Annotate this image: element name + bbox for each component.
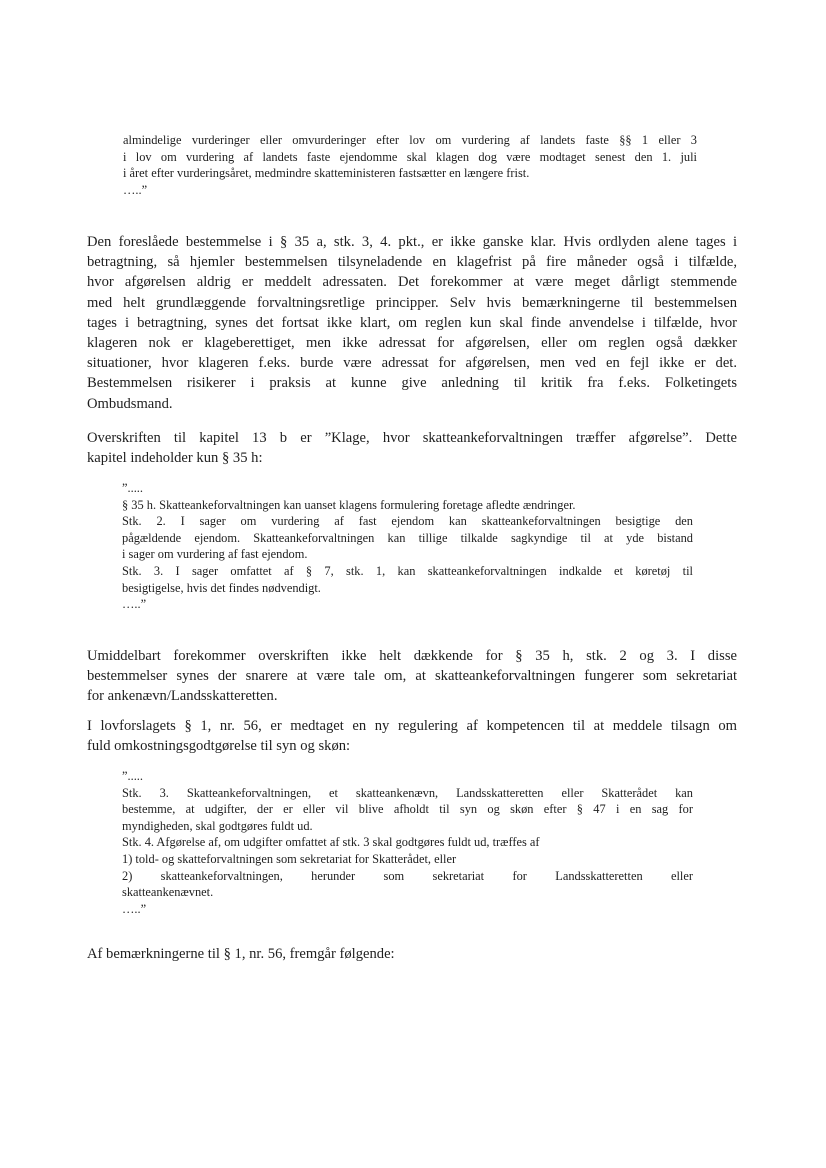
quote-line: Stk. 3. I sager omfattet af § 7, stk. 1, kan skatteankeforvaltningen indkalde et køretøj til <box>122 563 693 578</box>
paragraph-line: tages i betragtning, synes det fortsat ikke klart, om reglen kun skal finde anvendelse i tilfælde, hvor <box>87 314 737 331</box>
quote-line: myndigheden, skal godtgøres fuldt ud. <box>122 818 313 833</box>
quote-block-omkostningsgodtgoerelse <box>122 768 693 917</box>
paragraph-line: Overskriften til kapitel 13 b er ”Klage, hvor skatteankeforvaltningen træffer afgørelse”. Dette <box>87 430 737 446</box>
quote-line: ”..... <box>122 481 143 495</box>
quote-line: …..” <box>122 901 147 916</box>
quote-line: besigtigelse, hvis det findes nødvendigt. <box>122 580 321 595</box>
paragraph-kapitel-13b <box>87 428 737 468</box>
paragraph-bemaerkninger <box>87 944 737 964</box>
paragraph-line: Ombudsmand. <box>87 395 173 412</box>
paragraph-line: I lovforslagets § 1, nr. 56, er medtaget en ny regulering af kompetencen til at meddele tilsagn om <box>87 718 737 734</box>
paragraph-overskrift-35h <box>87 646 737 707</box>
quote-line: i lov om vurdering af landets faste ejendomme skal klagen dog være modtaget senest den 1. juli <box>123 149 697 164</box>
quote-block-35h <box>122 480 693 613</box>
paragraph-line: med helt grundlæggende forvaltningsretlige principper. Selv hvis bemærkningerne til bestemmelsen <box>87 294 737 311</box>
quote-line: 2) skatteankeforvaltningen, herunder som sekretariat for Landsskatteretten eller <box>122 868 693 883</box>
paragraph-line: Umiddelbart forekommer overskriften ikke helt dækkende for § 35 h, stk. 2 og 3. I disse <box>87 648 737 664</box>
paragraph-line: kapitel indeholder kun § 35 h: <box>87 450 263 467</box>
quote-line: …..” <box>122 597 147 612</box>
paragraph-nr-56 <box>87 716 737 756</box>
quote-line: Stk. 3. Skatteankeforvaltningen, et skatteankenævn, Landsskatteretten eller Skatterådet kan <box>122 785 693 800</box>
quote-line: ”..... <box>122 769 143 783</box>
paragraph-line: situationer, hvor klageren f.eks. burde være adressat for afgørelsen, men ved en fejl ikke er det. <box>87 355 737 372</box>
quote-line: Stk. 4. Afgørelse af, om udgifter omfattet af stk. 3 skal godtgøres fuldt ud, træffes af <box>122 835 540 850</box>
quote-line: 1) told- og skatteforvaltningen som sekretariat for Skatterådet, eller <box>122 851 457 866</box>
quote-line: i året efter vurderingsåret, medmindre skatteministeren fastsætter en længere frist. <box>123 166 530 181</box>
quote-line: § 35 h. Skatteankeforvaltningen kan uanset klagens formulering foretage afledte ændringer. <box>122 497 576 512</box>
quote-line: …..” <box>123 182 148 197</box>
paragraph-line: for ankenævn/Landsskatteretten. <box>87 688 278 705</box>
paragraph-line: Bestemmelsen risikerer i praksis at kunne give anledning til kritik fra f.eks. Folketingets <box>87 375 737 392</box>
paragraph-line: hvor afgørelsen aldrig er meddelt adressaten. Det forekommer at være meget dårligt stemmende <box>87 274 737 291</box>
paragraph-line: fuld omkostningsgodtgørelse til syn og skøn: <box>87 738 351 755</box>
paragraph-line: Af bemærkningerne til § 1, nr. 56, fremgår følgende: <box>87 946 395 962</box>
quote-line: almindelige vurderinger eller omvurderinger efter lov om vurdering af landets faste §§ 1 eller 3 <box>123 133 697 147</box>
paragraph-line: betragtning, så hjemler bestemmelsen tilsyneladende en klagefrist på fire måneder også i tilfælde, <box>87 254 737 271</box>
quote-line: i sager om vurdering af fast ejendom. <box>122 547 308 562</box>
quote-line: pågældende ejendom. Skatteankeforvaltningen kan tillige tilkalde sagkyndige til at yde bistand <box>122 530 693 545</box>
quote-line: bestemme, at udgifter, der er eller vil blive afholdt til syn og skøn efter § 47 i en sag for <box>122 802 693 817</box>
paragraph-line: klageren nok er klageberettiget, men ikke adressat for afgørelsen, eller om reglen også dækker <box>87 335 737 352</box>
paragraph-line: bestemmelser synes der snarere at være tale om, at skatteankeforvaltningen fungerer som sekretariat <box>87 668 737 685</box>
paragraph-line: Den foreslåede bestemmelse i § 35 a, stk. 3, 4. pkt., er ikke ganske klar. Hvis ordlyden alene tages i <box>87 234 737 250</box>
quote-block-vurdering-frist <box>123 132 697 198</box>
paragraph-35a-analysis <box>87 232 737 414</box>
quote-line: Stk. 2. I sager om vurdering af fast ejendom kan skatteankeforvaltningen besigtige den <box>122 514 693 529</box>
quote-line: skatteankenævnet. <box>122 885 214 900</box>
